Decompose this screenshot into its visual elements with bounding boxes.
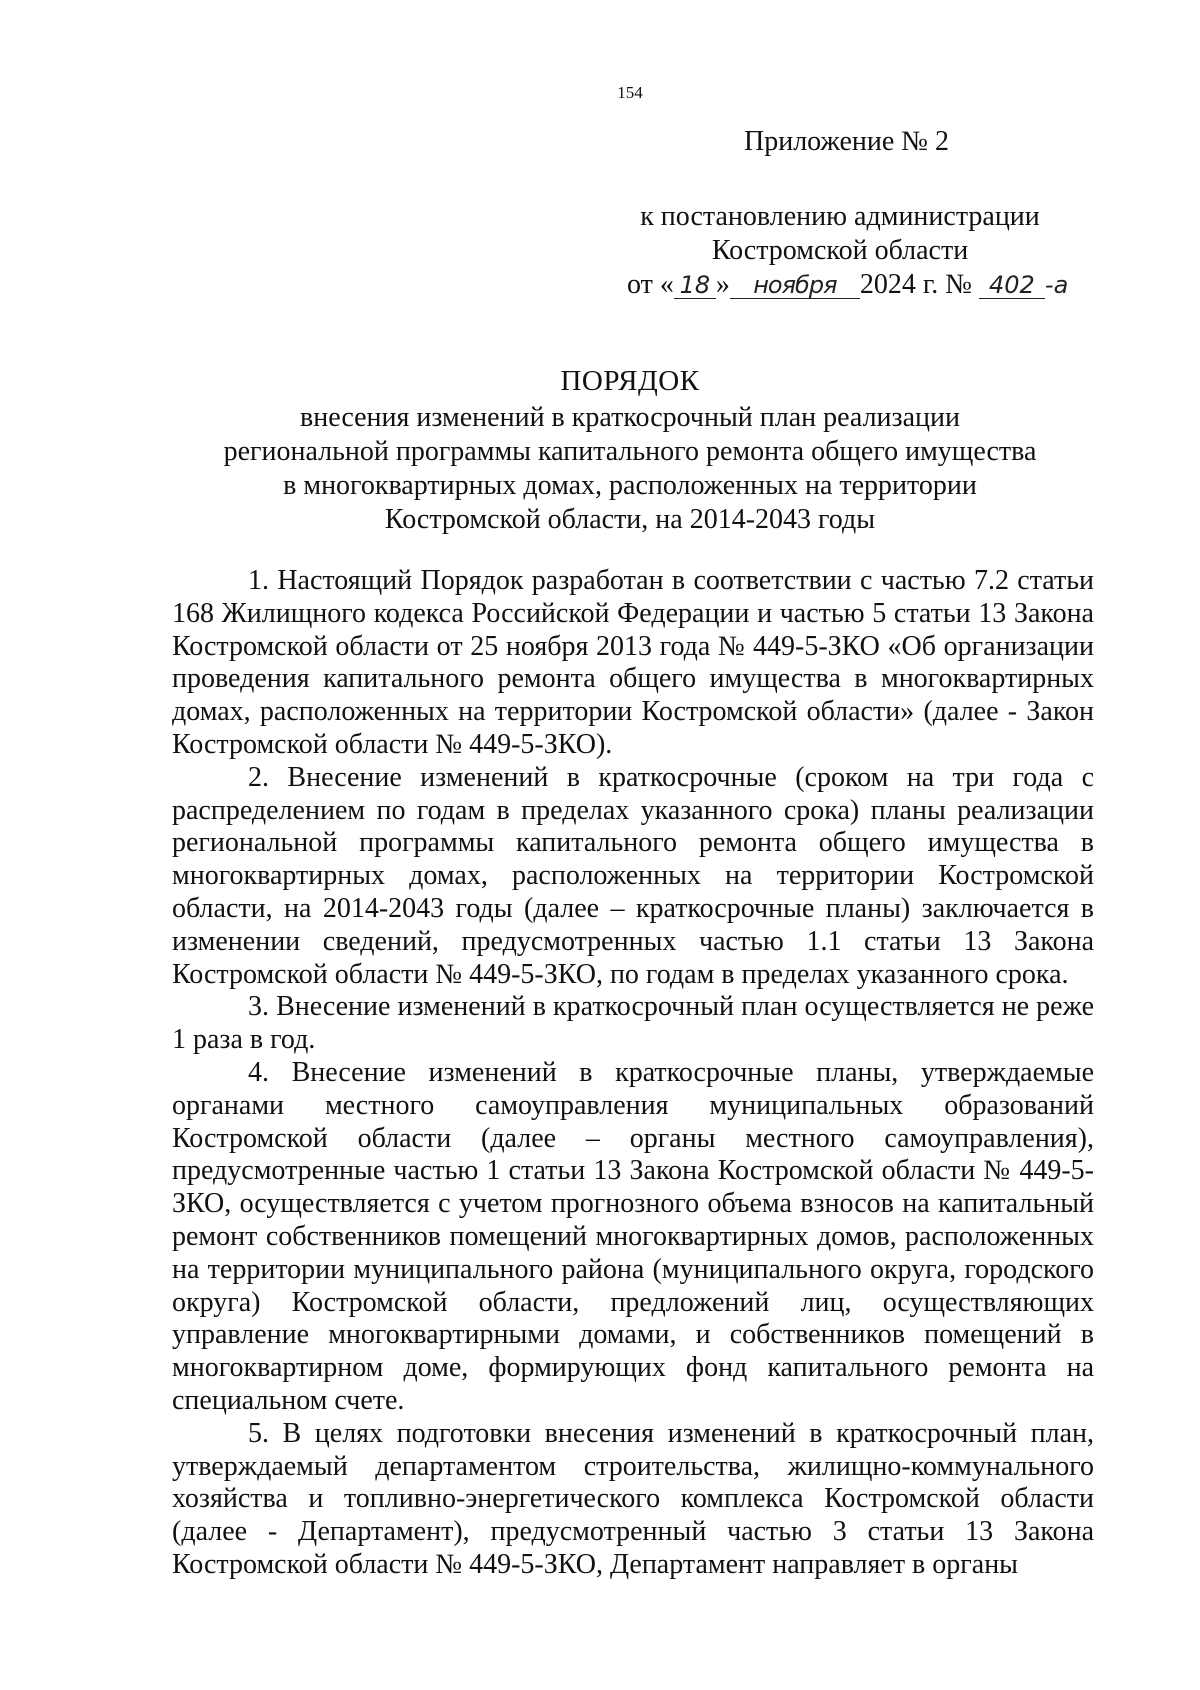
paragraph-3: 3. Внесение изменений в краткосрочный план осуществляется не реже 1 раза в год. — [172, 991, 1094, 1056]
page-number: 154 — [617, 83, 643, 102]
subtitle-line: Костромской области, на 2014-2043 годы — [384, 504, 876, 535]
date-year: 2024 г. № — [859, 269, 972, 300]
paragraph-1: 1. Настоящий Порядок разработан в соответствии с частью 7.2 статьи 168 Жилищного кодекса Российской Федерации и частью 5 статьи 13 Закона Костромской области от 25 ноября 2013 года № 449-5-ЗКО «Об организации проведения капитального ремонта общего имущества в многоквартирных домах, расположенных на территории Костромской области» (далее - Закон Костромской области № 449-5-ЗКО). — [172, 565, 1094, 760]
decree-reference — [560, 200, 1120, 268]
document-body — [172, 565, 1094, 1582]
handwritten-month: ноября — [730, 272, 860, 299]
handwritten-day: 18 — [674, 272, 716, 299]
subtitle-line: в многоквартирных домах, расположенных на территории — [283, 470, 977, 501]
date-mid: » — [715, 269, 730, 300]
date-prefix: от « — [627, 269, 674, 300]
decree-date-line — [627, 268, 1068, 302]
handwritten-decree-suffix: -а — [1044, 271, 1069, 299]
subtitle-line: региональной программы капитального ремонта общего имущества — [223, 436, 1037, 467]
subtitle-line: внесения изменений в краткосрочный план реализации — [300, 402, 960, 433]
appendix-title: Приложение № 2 — [744, 126, 949, 157]
document-subtitle — [200, 401, 1060, 537]
decree-reference-line-1: к постановлению администрации — [640, 201, 1040, 232]
paragraph-2: 2. Внесение изменений в краткосрочные (сроком на три года с распределением по годам в пределах указанного срока) планы реализации региональной программы капитального ремонта общего имущества в многоквартирных домах, расположенных на территории Костромской области, на 2014-2043 годы (далее – краткосрочные планы) заключается в изменении сведений, предусмотренных частью 1.1 статьи 13 Закона Костромской области № 449-5-ЗКО, по годам в пределах указанного срока. — [172, 761, 1094, 990]
paragraph-4: 4. Внесение изменений в краткосрочные планы, утверждаемые органами местного самоуправления муниципальных образований Костромской области (далее – органы местного самоуправления), предусмотренные частью 1 статьи 13 Закона Костромской области № 449-5-ЗКО, осуществляется с учетом прогнозного объема взносов на капитальный ремонт собственников помещений многоквартирных домов, расположенных на территории муниципального района (муниципального округа, городского округа) Костромской области, предложений лиц, осуществляющих управление многоквартирными домами, и собственников помещений в многоквартирном доме, формирующих фонд капитального ремонта на специальном счете. — [172, 1056, 1094, 1416]
paragraph-5: 5. В целях подготовки внесения изменений в краткосрочный план, утверждаемый департаментом строительства, жилищно-коммунального хозяйства и топливно-энергетического комплекса Костромской области (далее - Департамент), предусмотренный частью 3 статьи 13 Закона Костромской области № 449-5-ЗКО, Департамент направляет в органы — [172, 1417, 1094, 1580]
document-title: ПОРЯДОК — [560, 365, 700, 397]
decree-reference-line-2: Костромской области — [711, 235, 969, 266]
handwritten-decree-number: 402 — [979, 272, 1045, 299]
